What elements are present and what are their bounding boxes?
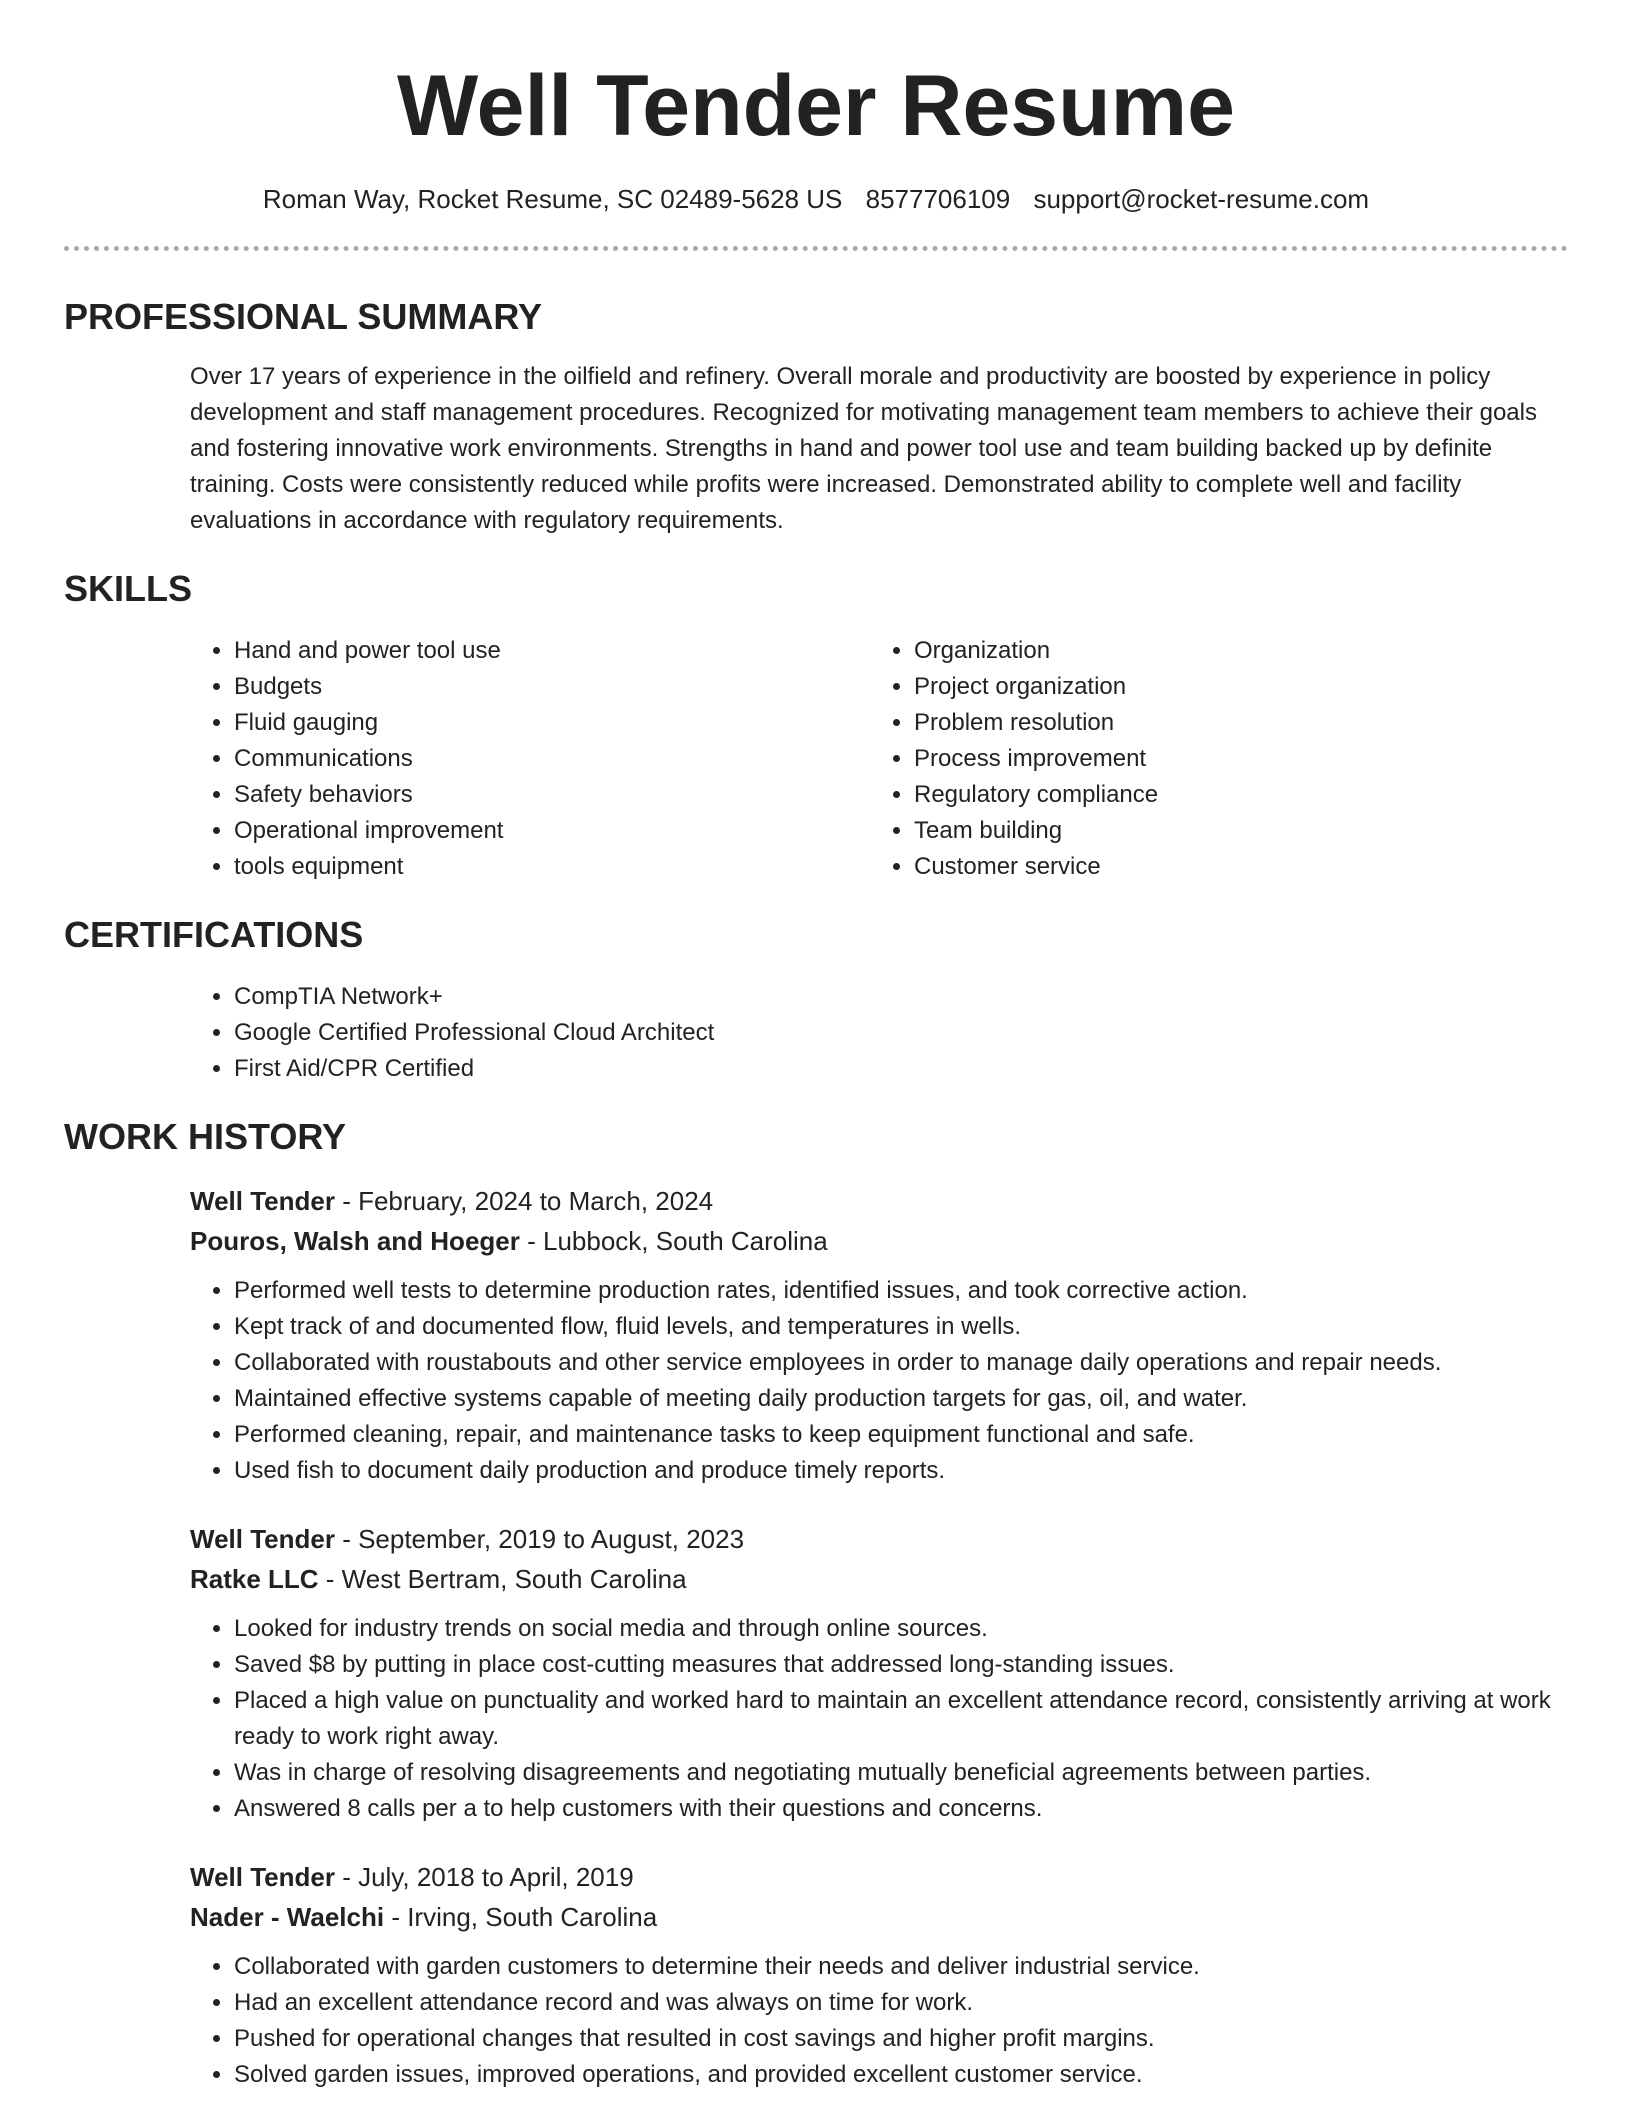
job-title: Well Tender (190, 1862, 335, 1892)
job-duty: • Collaborated with garden customers to determine their needs and deliver industrial service. (234, 1949, 1568, 1985)
certification-item: • CompTIA Network+ (234, 979, 1568, 1015)
skills-column-right (870, 633, 1550, 885)
job-company-line (190, 1221, 1568, 1261)
job-company-line (190, 1559, 1568, 1599)
job-entry (190, 1181, 1568, 1489)
job-location: - Lubbock, South Carolina (519, 1226, 828, 1256)
job-duty: • Kept track of and documented flow, fluid levels, and temperatures in wells. (234, 1309, 1568, 1345)
job-location: - Irving, South Carolina (384, 1902, 658, 1932)
job-dates: - July, 2018 to April, 2019 (334, 1862, 634, 1892)
job-dates: - February, 2024 to March, 2024 (334, 1186, 714, 1216)
skill-item: • Fluid gauging (234, 705, 870, 741)
certification-item: • Google Certified Professional Cloud Architect (234, 1015, 1568, 1051)
skill-item: • Project organization (914, 669, 1550, 705)
job-duties-list (190, 1949, 1568, 2093)
job-entry (190, 1857, 1568, 2093)
job-company: Pouros, Walsh and Hoeger (190, 1226, 520, 1256)
job-duty: • Solved garden issues, improved operations, and provided excellent customer service. (234, 2057, 1568, 2093)
summary-section (64, 295, 1568, 539)
job-title: Well Tender (190, 1186, 335, 1216)
skill-item: • Budgets (234, 669, 870, 705)
summary-text: Over 17 years of experience in the oilfield and refinery. Overall morale and productivity are boosted by experience in policy development and staff management procedures. Recognized for motivating management team members to achieve their goals and fostering innovative work environments. Strengths in hand and power tool use and team building backed up by definite training. Costs were consistently reduced while profits were increased. Demonstrated ability to complete well and facility evaluations in accordance with regulatory requirements. (190, 363, 1537, 534)
skills-list-right (870, 633, 1550, 885)
job-company: Ratke LLC (190, 1564, 319, 1594)
skill-item: • Customer service (914, 849, 1550, 885)
job-company: Nader - Waelchi (190, 1902, 385, 1932)
job-duty: • Pushed for operational changes that resulted in cost savings and higher profit margins. (234, 2021, 1568, 2057)
job-title: Well Tender (190, 1524, 335, 1554)
skill-item: • Communications (234, 741, 870, 777)
certifications-section (64, 913, 1568, 1087)
job-title-line (190, 1519, 1568, 1559)
skill-item: • Problem resolution (914, 705, 1550, 741)
job-duty: • Placed a high value on punctuality and worked hard to maintain an excellent attendance record, consistently arriving at work ready to work right away. (234, 1683, 1568, 1755)
job-duties-list (190, 1611, 1568, 1827)
job-duty: • Answered 8 calls per a to help customers with their questions and concerns. (234, 1791, 1568, 1827)
certifications-heading: CERTIFICATIONS (64, 914, 364, 955)
skill-item: • Operational improvement (234, 813, 870, 849)
job-location: - West Bertram, South Carolina (318, 1564, 687, 1594)
skill-item: • tools equipment (234, 849, 870, 885)
job-duty: • Performed cleaning, repair, and maintenance tasks to keep equipment functional and safe. (234, 1417, 1568, 1453)
skills-column-left (190, 633, 870, 885)
contact-email: support@rocket-resume.com (1033, 184, 1370, 214)
skill-item: • Regulatory compliance (914, 777, 1550, 813)
job-duty: • Was in charge of resolving disagreements and negotiating mutually beneficial agreements between parties. (234, 1755, 1568, 1791)
job-duty: • Maintained effective systems capable of meeting daily production targets for gas, oil, and water. (234, 1381, 1568, 1417)
job-entry (190, 1519, 1568, 1827)
job-duty: • Collaborated with roustabouts and other service employees in order to manage daily operations and repair needs. (234, 1345, 1568, 1381)
job-title-line (190, 1181, 1568, 1221)
skill-item: • Team building (914, 813, 1550, 849)
certifications-wrap (190, 979, 1568, 1087)
job-dates: - September, 2019 to August, 2023 (334, 1524, 745, 1554)
skills-section (64, 567, 1568, 885)
resume-title: Well Tender Resume (397, 58, 1235, 154)
certifications-list (190, 979, 1568, 1087)
work-history-heading: WORK HISTORY (64, 1116, 347, 1157)
job-company-line (190, 1897, 1568, 1937)
job-duty: • Had an excellent attendance record and was always on time for work. (234, 1985, 1568, 2021)
job-duty: • Saved $8 by putting in place cost-cutting measures that addressed long-standing issues. (234, 1647, 1568, 1683)
job-duties-list (190, 1273, 1568, 1489)
skills-columns (190, 633, 1568, 885)
summary-heading: PROFESSIONAL SUMMARY (64, 296, 543, 337)
work-history-section (64, 1115, 1568, 2093)
contact-phone: 8577706109 (865, 184, 1011, 214)
header-divider (64, 246, 1568, 251)
skill-item: • Hand and power tool use (234, 633, 870, 669)
job-duty: • Used fish to document daily production and produce timely reports. (234, 1453, 1568, 1489)
skill-item: • Organization (914, 633, 1550, 669)
skills-list-left (190, 633, 870, 885)
contact-line (64, 182, 1568, 216)
skill-item: • Safety behaviors (234, 777, 870, 813)
job-title-line (190, 1857, 1568, 1897)
contact-address: Roman Way, Rocket Resume, SC 02489-5628 US (262, 184, 843, 214)
certification-item: • First Aid/CPR Certified (234, 1051, 1568, 1087)
skill-item: • Process improvement (914, 741, 1550, 777)
skills-heading: SKILLS (64, 568, 193, 609)
job-duty: • Performed well tests to determine production rates, identified issues, and took corrective action. (234, 1273, 1568, 1309)
job-duty: • Looked for industry trends on social media and through online sources. (234, 1611, 1568, 1647)
